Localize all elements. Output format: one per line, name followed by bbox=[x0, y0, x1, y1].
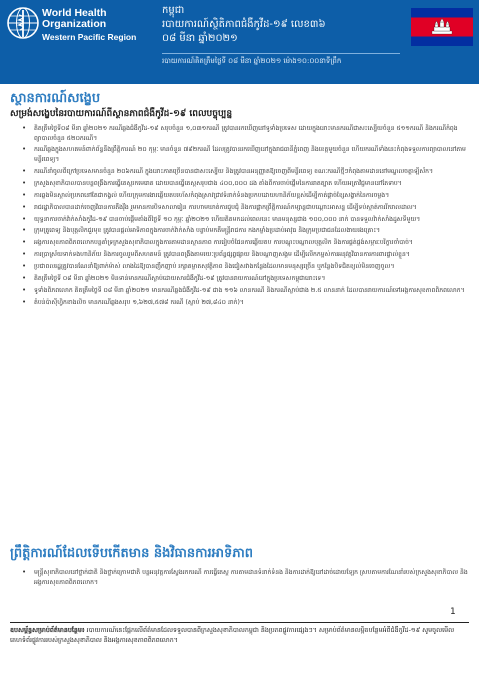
summary-bullet-list bbox=[22, 124, 470, 310]
who-wordmark bbox=[42, 8, 136, 42]
list-item: • យុទ្ធនាការចាក់វ៉ាក់សាំងកូវីដ-១៩ បានចាប់ផ្តើមតាំងពីថ្ងៃទី ១០ កុម្ភៈ ឆ្នាំ២០២១ ហើយគិតមកដល់ពេលនេះ មានមនុស្សជាង ១០០,០០០ នាក់ បានទទួលវ៉ាក់សាំងដូសទីមួយ។ bbox=[22, 215, 470, 225]
list-item: • ករណីឆ្លងក្នុងសហគមន៍ពាក់ព័ន្ធនឹងព្រឹត្តិការណ៍ ២០ កុម្ភៈ មានចំនួន ៧៩២ករណី ដែលត្រូវបានរកឃើញនៅក្នុងរាជធានីភ្នំពេញ និងខេត្តមួយចំនួន ហើយករណីទាំងនេះកំពុងទទួលការព្យាបាលនៅតាមមន្ទីរពេទ្យ។ bbox=[22, 145, 470, 164]
list-item: • តំបន់ប៉ាស៊ីហ្វិកខាងលិច មានករណីឆ្លងសរុប ១,៦២៧,៥៧៨ ករណី (ស្លាប់ ២៧,៨៤០ នាក់)។ bbox=[22, 298, 470, 308]
cambodia-flag-icon bbox=[411, 8, 473, 46]
list-item: • ករណីនាំចូលពីក្រៅប្រទេសមានចំនួន ២០៦ករណី ក្នុងនោះភាគច្រើនបានជាសះស្បើយ និងត្រូវបានអនុញ្ញាតឱ្យចេញពីមន្ទីរពេទ្យ ខណៈករណីថ្មីៗកំពុងតាមដាននៅមណ្ឌលចត្តាឡីស័ក។ bbox=[22, 167, 470, 177]
org-line-1: World Health bbox=[42, 7, 107, 19]
footer-divider bbox=[10, 622, 469, 623]
country-name: កម្ពុជា bbox=[162, 5, 185, 16]
list-item: • ទូទាំងពិភពលោក គិតត្រឹមថ្ងៃទី ០៨ មីនា ឆ្នាំ២០២១ មានករណីឆ្លងជំងឺកូវីដ-១៩ ជាង ១១៦ លានករណី និងករណីស្លាប់ជាង ២.៥ លាននាក់ ដែលបានរាយការណ៍ទៅអង្គការសុខភាពពិភពលោក។ bbox=[22, 286, 470, 296]
report-cutoff-note: របាយការណ៍គិតត្រឹមថ្ងៃទី ០៨ មីនា ឆ្នាំ២០២១ ម៉ោង១០:០០នាទីព្រឹក bbox=[162, 57, 342, 65]
report-date: ០៨ មីនា ឆ្នាំ២០២១ bbox=[162, 33, 238, 44]
list-item: • ក្រសួងសុខាភិបាលបានបន្តពង្រឹងការធ្វើតេស្តរកមេរោគ ដោយបានធ្វើតេស្តសរុបជាង ៤០០,០០០ ដង តាំងពីការចាប់ផ្តើមនៃការរាតត្បាត ហើយអត្រាវិជ្ជមាននៅតែទាប។ bbox=[22, 179, 470, 189]
priorities-bullet-list bbox=[22, 568, 470, 587]
section-summary-title: ស្ថានការណ៍សង្ខេប bbox=[10, 91, 101, 106]
footer-note bbox=[10, 626, 470, 646]
list-item: • គិតត្រឹមថ្ងៃទី ០៨ មីនា ឆ្នាំ២០២១ មិនទាន់មានករណីស្លាប់ដោយសារជំងឺកូវីដ-១៩ ត្រូវបានរាយការណ៍នៅក្នុងប្រទេសកម្ពុជានោះទេ។ bbox=[22, 274, 470, 284]
list-item: • រាជរដ្ឋាភិបាលបានដាក់ចេញវិធានការតឹងរ៉ឹង រួមមានការបិទសាលារៀន ការហាមឃាត់ការជួបជុំ និងការផ្អាកព្រឹត្តិការណ៍កម្សាន្តជាបណ្តោះអាសន្ន ដើម្បីទប់ស្កាត់ការរីករាលដាល។ bbox=[22, 203, 470, 213]
list-item: • ការប្រាស្រ័យទាក់ទងហានិភ័យ និងការចូលរួមពីសហគមន៍ ត្រូវបានពង្រឹងតាមរយៈប្រព័ន្ធផ្សព្វផ្សាយ និងបណ្តាញសង្គម ដើម្បីលើកកម្ពស់ការអនុវត្តវិធានការការពារផ្ទាល់ខ្លួន។ bbox=[22, 250, 470, 260]
footer-label: ឧបសម្ព័ន្ធសម្រាប់ព័ត៌មានបន្ថែម៖ bbox=[10, 627, 85, 634]
section-priorities-title: ព្រឹត្តិការណ៍ដែលទើបកើតមាន និងវិធានការអាទិភាព bbox=[10, 546, 253, 561]
list-item: • អង្គការសុខភាពពិភពលោកបន្តគាំទ្រក្រសួងសុខាភិបាលក្នុងការតាមដានស្ថានភាព ការរៀបចំផែនការឆ្លើយតប ការបណ្តុះបណ្តាលបុគ្គលិក និងការផ្គត់ផ្គង់សម្ភារៈបរិក្ខារចាំបាច់។ bbox=[22, 238, 470, 248]
report-title-block bbox=[162, 4, 406, 46]
who-emblem-icon bbox=[6, 6, 40, 40]
footer-text: របាយការណ៍នេះផ្អែកលើព័ត៌មានដែលទទួលបានពីក្រសួងសុខាភិបាលកម្ពុជា និងប្រភពផ្លូវការផ្សេងៗ។ សម្រាប់ព័ត៌មានលម្អិតបន្ថែមអំពីជំងឺកូវីដ-១៩ សូមចូលមើលគេហទំព័រផ្លូវការរបស់ក្រសួងសុខាភិបាល និងអង្គការសុខភាពពិភពលោក។ bbox=[10, 627, 455, 644]
list-item: • មន្ត្រីសុខាភិបាលនៅថ្នាក់ជាតិ និងថ្នាក់ក្រោមជាតិ បន្តអនុវត្តការស្វែងរកករណី ការធ្វើតេស្ត ការតាមដានទំនាក់ទំនង និងការដាក់ឱ្យនៅដាច់ដោយឡែក ស្របតាមការណែនាំរបស់ក្រសួងសុខាភិបាល និងអង្គការសុខភាពពិភពលោក។ bbox=[22, 568, 470, 587]
list-item: • ប្រជាពលរដ្ឋត្រូវបានណែនាំឱ្យពាក់ម៉ាស់ លាងដៃឱ្យបានញឹកញាប់ រក្សាគម្លាតសុវត្ថិភាព និងជៀសវាងកន្លែងដែលមានមនុស្សច្រើន ឬកន្លែងបិទជិតខ្យល់មិនចេញចូល។ bbox=[22, 262, 470, 272]
section-summary-subtitle: សម្រង់សង្ខេបនៃរបាយការណ៍ពីស្ថានភាពជំងឺកូវីដ-១៩ ពេលបច្ចុប្បន្ន bbox=[10, 109, 233, 119]
page-number: 1 bbox=[450, 607, 456, 617]
report-title: របាយការណ៍ស្ថិតិភាពជំងឺកូវីដ-១៩ លេខ៣៦ bbox=[162, 19, 326, 30]
header-divider bbox=[162, 53, 400, 54]
org-region: Western Pacific Region bbox=[42, 31, 137, 42]
list-item: • ក្រុមគ្រូពេទ្យ និងបុគ្គលិកជួរមុខ ត្រូវបានផ្តល់អាទិភាពក្នុងការចាក់វ៉ាក់សាំង បន្ទាប់មកគឺមន្ត្រីរាជការ កងកម្លាំងប្រដាប់អាវុធ និងក្រុមប្រជាជនដែលងាយរងគ្រោះ។ bbox=[22, 226, 470, 236]
list-item: • គិតត្រឹមថ្ងៃទី០៨ មីនា ឆ្នាំ២០២១ ករណីឆ្លងជំងឺកូវីដ-១៩ សរុបចំនួន ១,០៣១ករណី ត្រូវបានរកឃើញនៅទូទាំងប្រទេស ដោយក្នុងនោះមានករណីជាសះស្បើយចំនួន ៥១១ករណី និងករណីកំពុងព្យាបាលចំនួន ៥២០ករណី។ bbox=[22, 124, 470, 143]
report-header bbox=[0, 0, 479, 84]
org-line-2: Organization bbox=[42, 18, 107, 31]
list-item: • ការឆ្លងមិនស្គាល់ប្រភពនៅតែជាកង្វល់ ហើយក្រុមការងារឆ្លើយតបរហ័សកំពុងស្រាវជ្រាវទំនាក់ទំនងប្រកបដោយហានិភ័យខ្ពស់ដើម្បីកាត់ផ្តាច់ខ្សែសង្វាក់នៃការចម្លង។ bbox=[22, 191, 470, 201]
